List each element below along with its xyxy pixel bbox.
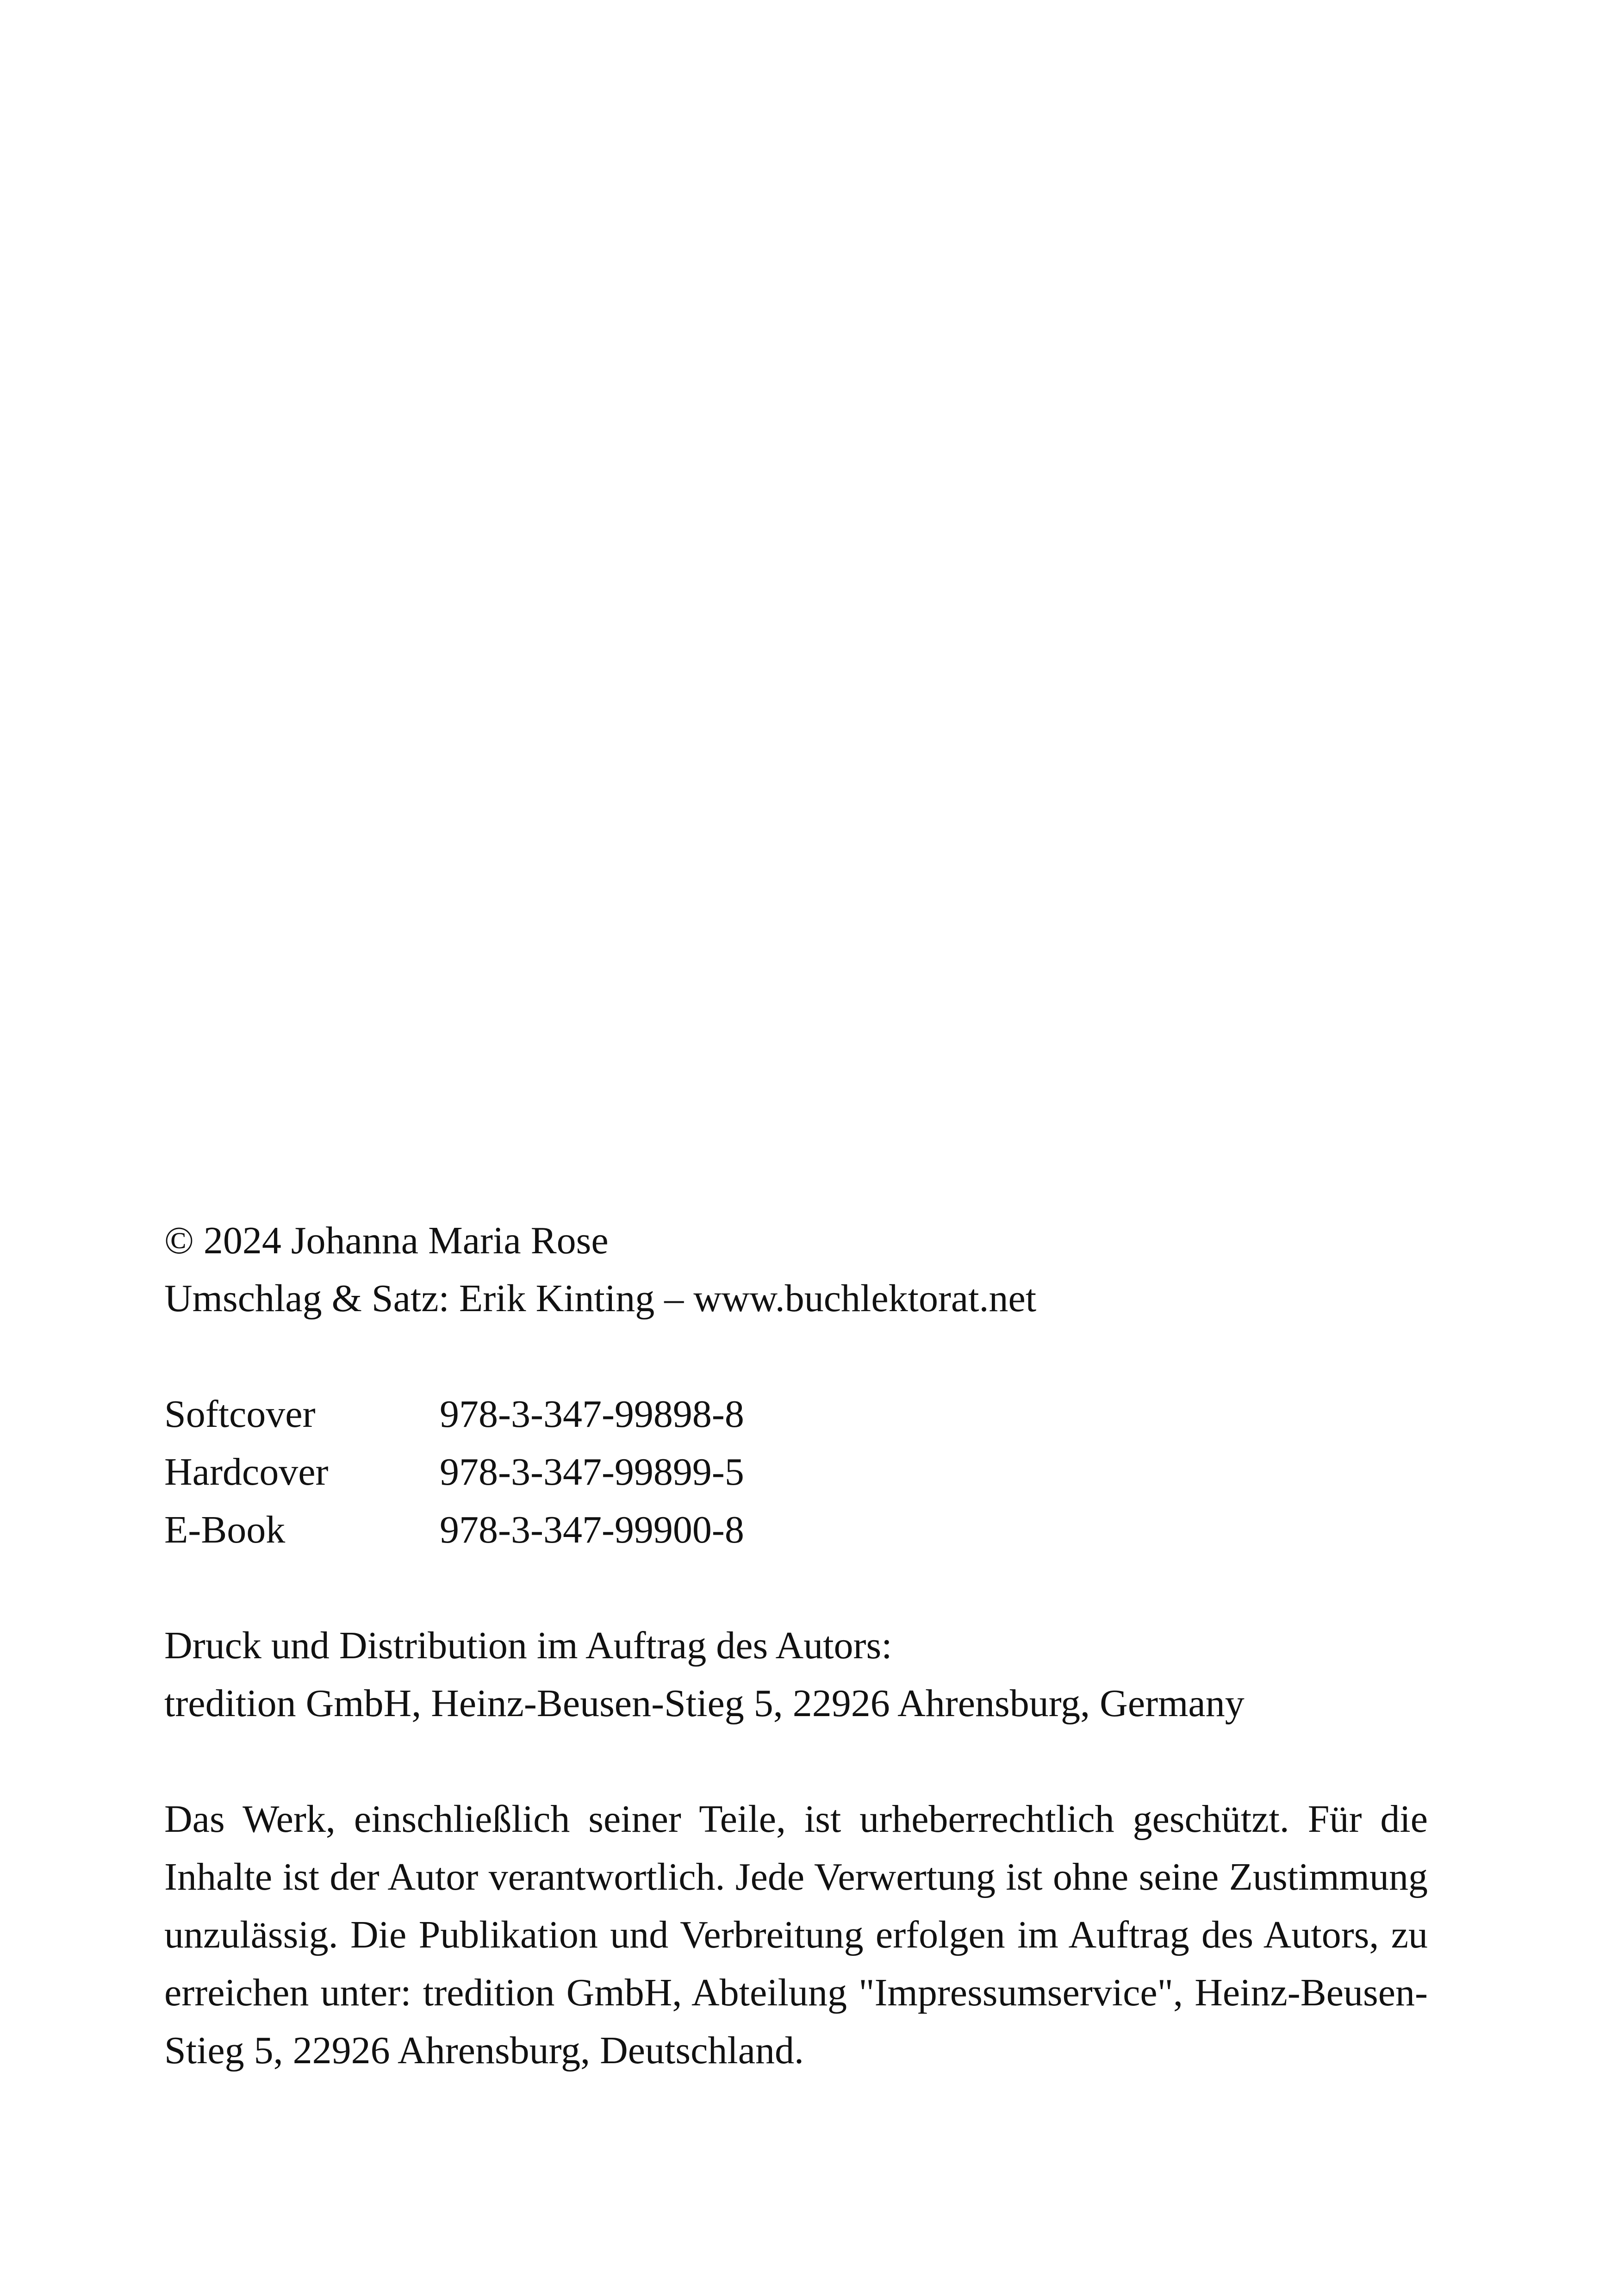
isbn-row-softcover (164, 1385, 1428, 1443)
isbn-format-label: Hardcover (164, 1450, 329, 1493)
spacer (164, 1559, 1428, 1617)
isbn-number: 978-3-347-99899-5 (440, 1450, 744, 1493)
legal-notice: Das Werk, einschließlich seiner Teile, ist urheberrechtlich geschützt. Für die Inhalte ist der Autor verantwortlich. Jede Verwertung ist ohne seine Zustimmung unzulässig. Die Publikation und Verbreitung erfolgen im Auftrag des Autors, zu erreichen unter: tredition GmbH, Abteilung "Impressumservice", Heinz-Beusen-Stieg 5, 22926 Ahrensburg, Deutschland. (164, 1798, 1428, 2072)
cover-credits: Umschlag & Satz: Erik Kinting – www.buchlektorat.net (164, 1277, 1037, 1320)
isbn-number: 978-3-347-99898-8 (440, 1393, 744, 1436)
isbn-row-hardcover (164, 1443, 1428, 1501)
isbn-row-ebook (164, 1501, 1428, 1559)
isbn-format-label: E-Book (164, 1508, 286, 1551)
isbn-number: 978-3-347-99900-8 (440, 1508, 744, 1551)
imprint-block (164, 1212, 1428, 2079)
isbn-format-label: Softcover (164, 1393, 316, 1436)
publisher-address: tredition GmbH, Heinz-Beusen-Stieg 5, 22926 Ahrensburg, Germany (164, 1682, 1245, 1725)
spacer (164, 1732, 1428, 1790)
spacer (164, 1327, 1428, 1385)
copyright-line: © 2024 Johanna Maria Rose (164, 1219, 609, 1262)
distribution-heading: Druck und Distribution im Auftrag des Autors: (164, 1624, 892, 1667)
